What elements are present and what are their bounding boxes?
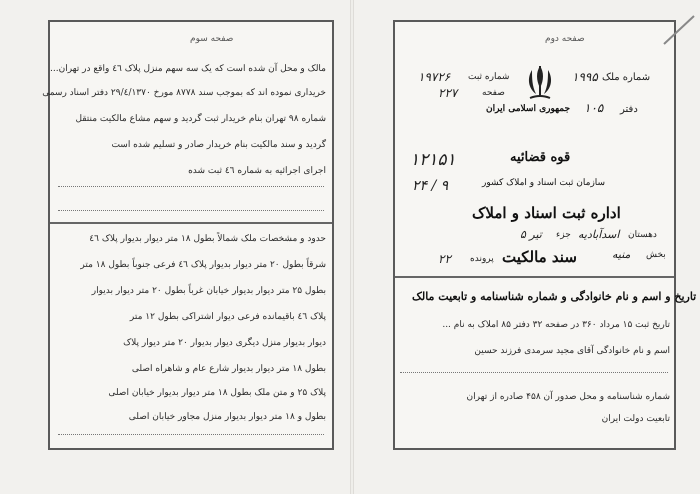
- registry-number-label: شماره ثبت: [468, 72, 510, 82]
- file-value: ۲۲: [438, 252, 451, 266]
- owner-line-4: تابعیت دولت ایران: [601, 414, 670, 424]
- dotted-line: [400, 372, 668, 373]
- republic-label: جمهوری اسلامی ایران: [486, 104, 571, 114]
- dotted-line: [58, 186, 324, 187]
- district-label: دهستان: [628, 230, 657, 240]
- page-label: صفحه: [482, 88, 505, 98]
- registration-org-label: سازمان ثبت اسناد و املاک کشور: [482, 178, 606, 188]
- deed-title: سند مالکیت: [502, 248, 577, 266]
- page-value: ۲۲۷: [438, 86, 458, 100]
- left-boundary-line-4: پلاک ٤٦ باقیمانده فرعی دیوار اشتراکی بطول ۱۲ متر: [129, 312, 326, 322]
- left-text-line-3: شماره ۹۸ تهران بنام خریدار ثبت گردید و سهم مشاع مالکیت منتقل: [75, 114, 326, 124]
- section-label: بخش: [646, 250, 666, 260]
- part-label: جزء: [556, 230, 571, 240]
- left-text-line-5: اجرای اجرائیه به شماره ٤٦ ثبت شده: [188, 166, 326, 176]
- pen-mark-icon: [658, 10, 698, 50]
- left-boundary-line-2: شرقاً بطول ۲۰ متر دیوار بدیوار پلاک ٤٦ فرعی جنوباً بطول ۱۸ متر: [80, 260, 326, 270]
- iran-emblem-icon: [522, 62, 558, 102]
- section-value: منیه: [612, 248, 631, 261]
- judiciary-label: قوه قضائیه: [510, 150, 571, 165]
- left-divider: [50, 222, 332, 224]
- left-boundary-line-1: حدود و مشخصات ملک شمالاً بطول ۱۸ متر دیوار بدیوار پلاک ٤٦: [89, 234, 326, 244]
- left-boundary-line-3: بطول ۲۵ متر دیوار بدیوار خیابان غرباً بطول ۲۰ متر دیوار بدیوار: [91, 286, 326, 296]
- left-boundary-line-6: بطول ۱۸ متر دیوار بدیوار شارع عام و شاهراه اصلی: [131, 364, 326, 374]
- registry-number-value: ۱۹۷۲۶: [418, 70, 451, 84]
- district-value: اسدآبادیه: [578, 228, 620, 241]
- owner-section-title: تاریخ و اسم و نام خانوادگی و شماره شناسنامه و تابعیت مالک: [412, 290, 697, 303]
- owner-line-3: شماره شناسنامه و محل صدور آن ۴۵۸ صادره از تهران: [466, 392, 670, 402]
- left-text-line-2: خریداری نموده اند که بموجب سند ۸۷۷۸ مورخ ٢٩/٤/۱٣٧۰ دفتر اسناد رسمی: [42, 88, 326, 98]
- left-text-line-1: مالک و محل آن شده است که یک سه سهم منزل پلاک ٤٦ واقع در تهران...: [50, 64, 326, 74]
- handwritten-code: ۱۲۱۵۱: [410, 150, 456, 170]
- right-page-header: صفحه دوم: [545, 34, 585, 44]
- volume-value: ۱۰۵: [584, 101, 604, 115]
- volume-label: دفتر: [620, 104, 638, 115]
- left-boundary-line-7: پلاک ۲۵ و متن ملک بطول ۱۸ متر دیوار بدیوار خیابان اصلی: [108, 388, 326, 398]
- property-number-value: ۱۹۹۵: [572, 70, 598, 84]
- owner-line-2: اسم و نام خانوادگی آقای مجید سرمدی فرزند حسین: [474, 346, 670, 356]
- left-boundary-line-8: بطول و ۱۸ متر دیوار بدیوار منزل مجاور خیابان اصلی: [128, 412, 326, 422]
- office-title: اداره ثبت اسناد و املاک: [472, 204, 621, 222]
- part-value: ۵ تیر: [520, 228, 542, 241]
- handwritten-code-2: ۲۴ / ۹: [412, 178, 449, 194]
- left-page: [42, 20, 334, 450]
- property-number-label: شماره ملک: [602, 72, 651, 83]
- left-boundary-line-5: دیوار بدیوار منزل دیگری دیوار بدیوار ۲۰ متر دیوار پلاک: [123, 338, 326, 348]
- owner-line-1: تاریخ ثبت ۱۵ مرداد ۳۶۰ در صفحه ۳۲ دفتر ۸۵ املاک به نام ...: [442, 320, 670, 330]
- dotted-line: [58, 434, 324, 435]
- dotted-line: [58, 210, 324, 211]
- file-label: پرونده: [470, 254, 494, 264]
- left-page-header: صفحه سوم: [190, 34, 234, 44]
- left-text-line-4: گردید و سند مالکیت بنام خریدار صادر و تسلیم شده است: [111, 140, 326, 150]
- right-divider: [395, 276, 674, 278]
- page-fold: [350, 0, 354, 494]
